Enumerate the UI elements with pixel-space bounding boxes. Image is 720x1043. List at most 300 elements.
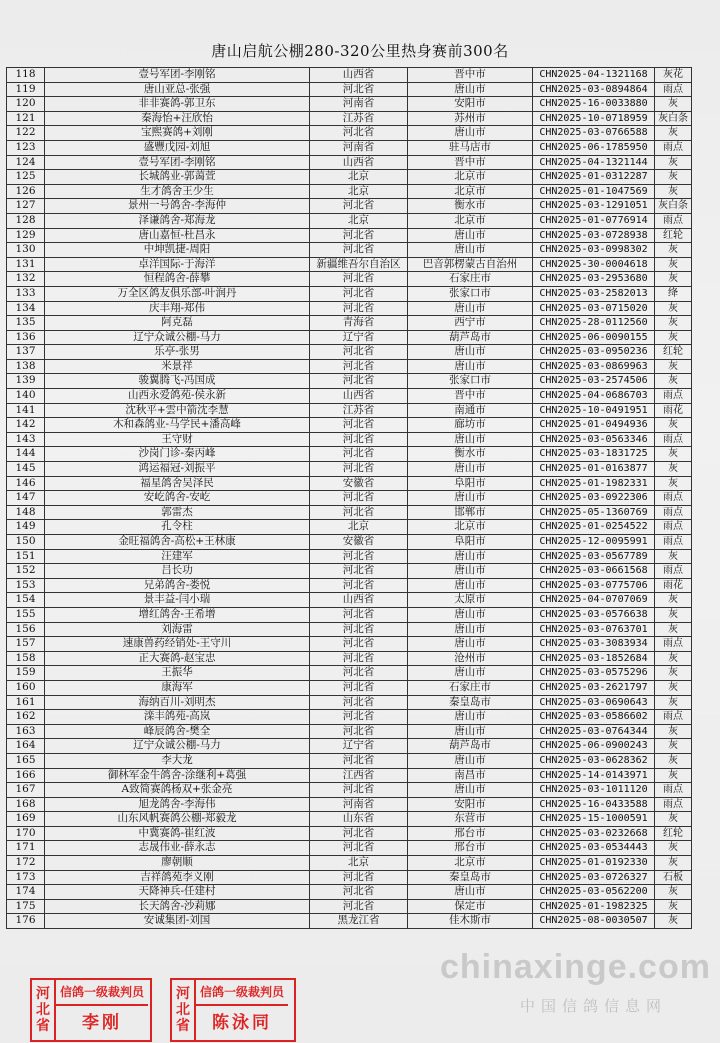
table-row	[7, 286, 692, 301]
cell-feather-color: 灰白条	[655, 111, 692, 126]
cell-name: 景丰益-闫小瑞	[45, 593, 310, 608]
cell-city: 保定市	[408, 899, 533, 914]
cell-ring-number: CHN2025-03-0763701	[533, 622, 655, 637]
cell-name: 木和森鸽业-马学民+潘高峰	[45, 418, 310, 433]
table-row	[7, 885, 692, 900]
cell-feather-color: 灰	[655, 462, 692, 477]
cell-city: 阜阳市	[408, 535, 533, 550]
cell-province: 辽宁省	[310, 739, 408, 754]
stamp-province	[172, 980, 196, 1040]
cell-name: 山东风帆赛鸽公棚-郑毅龙	[45, 812, 310, 827]
cell-ring-number: CHN2025-01-1982331	[533, 476, 655, 491]
cell-city: 张家口市	[408, 286, 533, 301]
table-row	[7, 783, 692, 798]
cell-province: 河北省	[310, 607, 408, 622]
cell-feather-color: 灰	[655, 651, 692, 666]
table-row	[7, 126, 692, 141]
cell-ring-number: CHN2025-06-0090155	[533, 330, 655, 345]
cell-name: 泽谦鸽舍-郑海龙	[45, 213, 310, 228]
cell-rank: 156	[7, 622, 45, 637]
table-row	[7, 447, 692, 462]
stamp-province-char: 省	[176, 1018, 190, 1034]
cell-feather-color: 灰	[655, 768, 692, 783]
cell-ring-number: CHN2025-10-0491951	[533, 403, 655, 418]
table-row	[7, 739, 692, 754]
cell-ring-number: CHN2025-03-0567789	[533, 549, 655, 564]
cell-city: 唐山市	[408, 491, 533, 506]
cell-name: 唐山嘉恒-杜昌永	[45, 228, 310, 243]
table-row	[7, 82, 692, 97]
cell-city: 唐山市	[408, 724, 533, 739]
cell-ring-number: CHN2025-03-0950236	[533, 345, 655, 360]
cell-rank: 145	[7, 462, 45, 477]
cell-feather-color: 灰	[655, 856, 692, 871]
cell-province: 江西省	[310, 768, 408, 783]
table-row	[7, 111, 692, 126]
cell-ring-number: CHN2025-12-0095991	[533, 535, 655, 550]
cell-ring-number: CHN2025-04-0686703	[533, 389, 655, 404]
cell-rank: 173	[7, 870, 45, 885]
cell-rank: 142	[7, 418, 45, 433]
cell-city: 驻马店市	[408, 140, 533, 155]
cell-feather-color: 灰	[655, 374, 692, 389]
cell-ring-number: CHN2025-01-0254522	[533, 520, 655, 535]
cell-name: 郭雷杰	[45, 505, 310, 520]
cell-rank: 124	[7, 155, 45, 170]
cell-province: 河北省	[310, 651, 408, 666]
cell-feather-color: 灰花	[655, 68, 692, 83]
table-row	[7, 724, 692, 739]
cell-province: 河北省	[310, 505, 408, 520]
cell-province: 安徽省	[310, 535, 408, 550]
cell-name: 旭龙鸽舍-李海伟	[45, 797, 310, 812]
cell-city: 沧州市	[408, 651, 533, 666]
cell-city: 唐山市	[408, 126, 533, 141]
cell-ring-number: CHN2025-03-0661568	[533, 564, 655, 579]
cell-city: 唐山市	[408, 885, 533, 900]
cell-ring-number: CHN2025-03-2953680	[533, 272, 655, 287]
cell-ring-number: CHN2025-05-1360769	[533, 505, 655, 520]
cell-ring-number: CHN2025-03-1831725	[533, 447, 655, 462]
cell-rank: 160	[7, 680, 45, 695]
cell-name: 宝熙赛鸽+刘刚	[45, 126, 310, 141]
cell-rank: 125	[7, 170, 45, 185]
cell-rank: 170	[7, 826, 45, 841]
cell-feather-color: 绛	[655, 286, 692, 301]
cell-province: 山西省	[310, 155, 408, 170]
cell-rank: 157	[7, 637, 45, 652]
table-row	[7, 68, 692, 83]
cell-rank: 162	[7, 710, 45, 725]
table-row	[7, 359, 692, 374]
table-row	[7, 403, 692, 418]
cell-ring-number: CHN2025-03-0764344	[533, 724, 655, 739]
cell-ring-number: CHN2025-03-2621797	[533, 680, 655, 695]
cell-province: 河北省	[310, 272, 408, 287]
cell-feather-color: 灰	[655, 695, 692, 710]
cell-city: 唐山市	[408, 666, 533, 681]
cell-rank: 150	[7, 535, 45, 550]
cell-name: 王振华	[45, 666, 310, 681]
referee-stamp	[170, 978, 296, 1042]
cell-ring-number: CHN2025-03-0869963	[533, 359, 655, 374]
cell-ring-number: CHN2025-14-0143971	[533, 768, 655, 783]
table-row	[7, 535, 692, 550]
cell-feather-color: 灰	[655, 914, 692, 929]
cell-ring-number: CHN2025-16-0033880	[533, 97, 655, 112]
cell-city: 阜阳市	[408, 476, 533, 491]
cell-rank: 161	[7, 695, 45, 710]
cell-province: 北京	[310, 213, 408, 228]
cell-name: 吉祥鸽苑李义刚	[45, 870, 310, 885]
cell-city: 唐山市	[408, 228, 533, 243]
cell-city: 唐山市	[408, 637, 533, 652]
cell-ring-number: CHN2025-03-2582013	[533, 286, 655, 301]
cell-province: 北京	[310, 184, 408, 199]
cell-province: 河北省	[310, 491, 408, 506]
cell-ring-number: CHN2025-03-0586602	[533, 710, 655, 725]
cell-city: 唐山市	[408, 432, 533, 447]
cell-rank: 159	[7, 666, 45, 681]
cell-name: 秦海怡+汪欣怡	[45, 111, 310, 126]
table-row	[7, 899, 692, 914]
cell-rank: 141	[7, 403, 45, 418]
cell-city: 巴音郭楞蒙古自治州	[408, 257, 533, 272]
cell-ring-number: CHN2025-04-0707069	[533, 593, 655, 608]
cell-province: 河北省	[310, 549, 408, 564]
cell-province: 河北省	[310, 301, 408, 316]
cell-city: 廊坊市	[408, 418, 533, 433]
cell-rank: 139	[7, 374, 45, 389]
cell-rank: 138	[7, 359, 45, 374]
cell-province: 河北省	[310, 783, 408, 798]
cell-city: 太原市	[408, 593, 533, 608]
cell-ring-number: CHN2025-03-1291051	[533, 199, 655, 214]
cell-rank: 134	[7, 301, 45, 316]
table-row	[7, 140, 692, 155]
cell-feather-color: 灰	[655, 272, 692, 287]
cell-city: 唐山市	[408, 753, 533, 768]
cell-province: 河北省	[310, 126, 408, 141]
cell-name: 盛豐戊园-刘旭	[45, 140, 310, 155]
cell-rank: 136	[7, 330, 45, 345]
cell-name: 辽宁众诚公棚-马力	[45, 330, 310, 345]
cell-ring-number: CHN2025-03-0726327	[533, 870, 655, 885]
cell-city: 邯郸市	[408, 505, 533, 520]
cell-feather-color: 石板	[655, 870, 692, 885]
table-row	[7, 418, 692, 433]
cell-name: 正大赛鸽-赵宝忠	[45, 651, 310, 666]
cell-province: 河北省	[310, 359, 408, 374]
cell-rank: 155	[7, 607, 45, 622]
table-row	[7, 914, 692, 929]
cell-city: 石家庄市	[408, 680, 533, 695]
cell-ring-number: CHN2025-03-1852684	[533, 651, 655, 666]
cell-rank: 137	[7, 345, 45, 360]
cell-feather-color: 灰	[655, 622, 692, 637]
table-row	[7, 622, 692, 637]
cell-province: 河北省	[310, 695, 408, 710]
cell-name: 滦丰鸽苑-高岚	[45, 710, 310, 725]
cell-rank: 140	[7, 389, 45, 404]
table-row	[7, 768, 692, 783]
cell-province: 河北省	[310, 870, 408, 885]
cell-feather-color: 灰	[655, 330, 692, 345]
cell-city: 晋中市	[408, 68, 533, 83]
results-table-body	[7, 68, 692, 929]
cell-rank: 132	[7, 272, 45, 287]
cell-name: 万全区鸽友俱乐部-叶润丹	[45, 286, 310, 301]
cell-ring-number: CHN2025-08-0030507	[533, 914, 655, 929]
cell-feather-color: 灰	[655, 359, 692, 374]
cell-city: 南通市	[408, 403, 533, 418]
cell-feather-color: 雨点	[655, 213, 692, 228]
cell-feather-color: 雨点	[655, 710, 692, 725]
cell-feather-color: 灰	[655, 418, 692, 433]
cell-ring-number: CHN2025-03-0562200	[533, 885, 655, 900]
cell-feather-color: 红轮	[655, 228, 692, 243]
cell-province: 北京	[310, 856, 408, 871]
stamp-person: 陈泳同	[212, 1013, 272, 1033]
cell-rank: 175	[7, 899, 45, 914]
table-row	[7, 651, 692, 666]
table-row	[7, 213, 692, 228]
cell-ring-number: CHN2025-03-0894864	[533, 82, 655, 97]
cell-name: 吕长功	[45, 564, 310, 579]
cell-city: 苏州市	[408, 111, 533, 126]
cell-ring-number: CHN2025-03-0232668	[533, 826, 655, 841]
cell-name: 福星鸽舍吴泽民	[45, 476, 310, 491]
cell-feather-color: 雨点	[655, 783, 692, 798]
cell-rank: 164	[7, 739, 45, 754]
cell-city: 张家口市	[408, 374, 533, 389]
cell-feather-color: 雨点	[655, 535, 692, 550]
cell-name: 生才鸽舍王少生	[45, 184, 310, 199]
cell-feather-color: 雨点	[655, 432, 692, 447]
cell-feather-color: 雨点	[655, 140, 692, 155]
cell-feather-color: 灰	[655, 724, 692, 739]
cell-province: 河北省	[310, 680, 408, 695]
cell-feather-color: 灰	[655, 593, 692, 608]
cell-province: 河北省	[310, 374, 408, 389]
table-row	[7, 505, 692, 520]
results-table	[6, 67, 692, 929]
cell-province: 河北省	[310, 666, 408, 681]
cell-feather-color: 灰	[655, 680, 692, 695]
table-row	[7, 228, 692, 243]
cell-name: 辽宁众诚公棚-马力	[45, 739, 310, 754]
cell-ring-number: CHN2025-10-0718959	[533, 111, 655, 126]
table-row	[7, 97, 692, 112]
table-row	[7, 432, 692, 447]
table-row	[7, 856, 692, 871]
table-row	[7, 578, 692, 593]
cell-name: 兄弟鸽舍-娄悦	[45, 578, 310, 593]
table-row	[7, 155, 692, 170]
cell-city: 北京市	[408, 184, 533, 199]
cell-province: 河北省	[310, 841, 408, 856]
cell-name: 景州一号鸽舍-李海仲	[45, 199, 310, 214]
cell-name: 唐山亚总-张强	[45, 82, 310, 97]
cell-city: 北京市	[408, 520, 533, 535]
cell-feather-color: 灰	[655, 549, 692, 564]
cell-city: 唐山市	[408, 243, 533, 258]
cell-rank: 166	[7, 768, 45, 783]
cell-ring-number: CHN2025-06-0900243	[533, 739, 655, 754]
cell-rank: 122	[7, 126, 45, 141]
cell-feather-color: 灰	[655, 155, 692, 170]
cell-ring-number: CHN2025-01-0776914	[533, 213, 655, 228]
cell-name: 康海军	[45, 680, 310, 695]
cell-feather-color: 灰	[655, 126, 692, 141]
cell-rank: 147	[7, 491, 45, 506]
cell-name: 沈秋平+雲中箭沈李慧	[45, 403, 310, 418]
cell-province: 江苏省	[310, 403, 408, 418]
cell-ring-number: CHN2025-03-3083934	[533, 637, 655, 652]
cell-name: 鸿运福冠-刘振平	[45, 462, 310, 477]
cell-name: 御林军金牛鸽舍-涂继利+葛强	[45, 768, 310, 783]
cell-ring-number: CHN2025-03-0728938	[533, 228, 655, 243]
cell-ring-number: CHN2025-01-0494936	[533, 418, 655, 433]
cell-rank: 151	[7, 549, 45, 564]
table-row	[7, 637, 692, 652]
cell-city: 北京市	[408, 856, 533, 871]
cell-name: 中坤凯捷-周阳	[45, 243, 310, 258]
cell-province: 河北省	[310, 345, 408, 360]
table-row	[7, 710, 692, 725]
table-row	[7, 301, 692, 316]
cell-rank: 133	[7, 286, 45, 301]
table-row	[7, 666, 692, 681]
cell-name: 长天鸽舍-沙莉娜	[45, 899, 310, 914]
cell-ring-number: CHN2025-03-0690643	[533, 695, 655, 710]
cell-ring-number: CHN2025-03-0922306	[533, 491, 655, 506]
cell-name: 山西永爱鸽苑-侯永新	[45, 389, 310, 404]
cell-city: 唐山市	[408, 783, 533, 798]
cell-name: 志晟伟业-薛永志	[45, 841, 310, 856]
stamp-role: 信鸽一级裁判员	[196, 980, 288, 1006]
cell-city: 唐山市	[408, 462, 533, 477]
table-row	[7, 374, 692, 389]
cell-rank: 176	[7, 914, 45, 929]
cell-feather-color: 灰	[655, 301, 692, 316]
cell-province: 河北省	[310, 564, 408, 579]
cell-rank: 135	[7, 316, 45, 331]
cell-rank: 126	[7, 184, 45, 199]
cell-feather-color: 灰	[655, 753, 692, 768]
cell-province: 河北省	[310, 724, 408, 739]
watermark-domain: chinaxinge.com	[440, 948, 711, 986]
cell-ring-number: CHN2025-03-0575296	[533, 666, 655, 681]
cell-ring-number: CHN2025-03-0563346	[533, 432, 655, 447]
cell-feather-color: 雨点	[655, 797, 692, 812]
table-row	[7, 695, 692, 710]
cell-city: 佳木斯市	[408, 914, 533, 929]
stamp-province-char: 北	[36, 1002, 50, 1018]
cell-city: 北京市	[408, 213, 533, 228]
watermark-site-name: 中国信鸽信息网	[520, 997, 668, 1015]
cell-feather-color: 灰	[655, 243, 692, 258]
cell-name: 庆丰翔-郑伟	[45, 301, 310, 316]
cell-rank: 168	[7, 797, 45, 812]
cell-province: 河北省	[310, 826, 408, 841]
cell-feather-color: 灰	[655, 447, 692, 462]
cell-rank: 131	[7, 257, 45, 272]
cell-feather-color: 灰	[655, 607, 692, 622]
cell-rank: 118	[7, 68, 45, 83]
cell-ring-number: CHN2025-01-0312287	[533, 170, 655, 185]
cell-city: 唐山市	[408, 710, 533, 725]
cell-name: 峰辰鸽舍-樊全	[45, 724, 310, 739]
cell-ring-number: CHN2025-04-1321168	[533, 68, 655, 83]
stamp-role: 信鸽一级裁判员	[56, 980, 148, 1006]
cell-province: 河北省	[310, 447, 408, 462]
table-row	[7, 753, 692, 768]
cell-rank: 153	[7, 578, 45, 593]
stamp-province	[32, 980, 56, 1040]
cell-name: 金旺福鸽舍-高松+王林康	[45, 535, 310, 550]
cell-province: 河北省	[310, 228, 408, 243]
cell-name: 天降神兵-任建村	[45, 885, 310, 900]
cell-feather-color: 雨点	[655, 520, 692, 535]
cell-city: 秦皇岛市	[408, 695, 533, 710]
cell-city: 唐山市	[408, 578, 533, 593]
cell-city: 唐山市	[408, 301, 533, 316]
cell-feather-color: 红轮	[655, 345, 692, 360]
cell-province: 河北省	[310, 710, 408, 725]
cell-province: 河北省	[310, 82, 408, 97]
table-row	[7, 826, 692, 841]
cell-name: 孔令柱	[45, 520, 310, 535]
table-row	[7, 184, 692, 199]
cell-feather-color: 灰	[655, 476, 692, 491]
cell-ring-number: CHN2025-06-1785950	[533, 140, 655, 155]
cell-ring-number: CHN2025-01-1982325	[533, 899, 655, 914]
cell-rank: 129	[7, 228, 45, 243]
cell-city: 东营市	[408, 812, 533, 827]
cell-rank: 143	[7, 432, 45, 447]
table-row	[7, 680, 692, 695]
cell-name: 安屹鸽舍-安屹	[45, 491, 310, 506]
table-row	[7, 170, 692, 185]
cell-province: 河北省	[310, 432, 408, 447]
cell-ring-number: CHN2025-01-0192330	[533, 856, 655, 871]
cell-city: 唐山市	[408, 82, 533, 97]
cell-city: 邢台市	[408, 841, 533, 856]
cell-rank: 144	[7, 447, 45, 462]
cell-province: 河北省	[310, 243, 408, 258]
cell-province: 河北省	[310, 622, 408, 637]
cell-ring-number: CHN2025-03-0534443	[533, 841, 655, 856]
cell-city: 安阳市	[408, 797, 533, 812]
cell-city: 石家庄市	[408, 272, 533, 287]
cell-province: 辽宁省	[310, 330, 408, 345]
cell-feather-color: 雨点	[655, 564, 692, 579]
cell-city: 北京市	[408, 170, 533, 185]
cell-feather-color: 灰	[655, 257, 692, 272]
stamp-province-char: 北	[176, 1002, 190, 1018]
cell-rank: 123	[7, 140, 45, 155]
cell-feather-color: 灰	[655, 841, 692, 856]
cell-city: 邢台市	[408, 826, 533, 841]
table-row	[7, 549, 692, 564]
cell-feather-color: 灰	[655, 739, 692, 754]
cell-province: 河北省	[310, 286, 408, 301]
cell-province: 河北省	[310, 578, 408, 593]
table-row	[7, 797, 692, 812]
cell-province: 安徽省	[310, 476, 408, 491]
stamp-province-char: 省	[36, 1018, 50, 1034]
